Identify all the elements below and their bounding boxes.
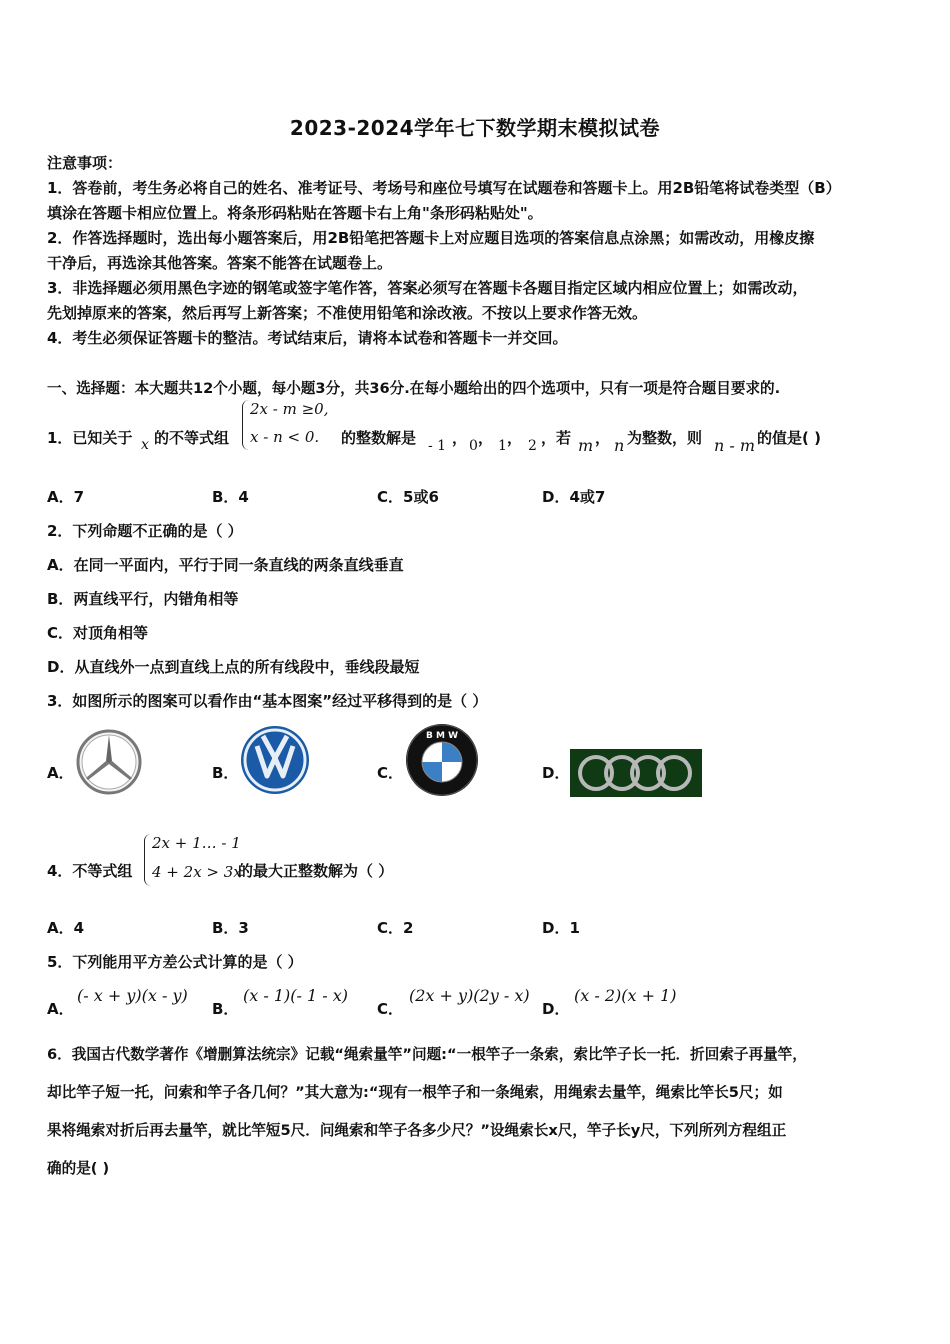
notice-line: 3．非选择题必须用黑色字迹的钢笔或签字笔作答，答案必须写在答题卡各题目指定区域内相应位置上；如需改动， [47,279,808,297]
q1-val: 1 [498,438,507,454]
q5-stem: 5．下列能用平方差公式计算的是（ ） [47,953,303,971]
q3-option-d[interactable]: D． [542,764,570,782]
q1-option-b[interactable]: B．4 [212,488,249,506]
q1-val: - 1 [428,438,447,454]
q1-sys-line: 2x - m ≥0, [250,400,329,418]
q6-line: 确的是( ) [47,1160,110,1177]
q4-option-a[interactable]: A．4 [47,919,85,937]
q1-comma: ， [452,429,468,447]
page-title: 2023-2024学年七下数学期末模拟试卷 [289,116,661,140]
notice-heading: 注意事项： [47,154,123,172]
q1-ruo: ，若 [541,429,572,447]
q1-mid: 的不等式组 [154,429,230,447]
q5-expr-c: (2x + y)(2y - x) [409,986,530,1005]
q1-tail: 的值是( ) [757,429,821,447]
q4-system [144,834,244,886]
q6-line: 果将绳索对折后再去量竿，就比竿短5尺．问绳索和竿子各多少尺？”设绳索长x尺，竿子长y尺，下列所列方程组正 [47,1122,787,1139]
section-heading: 一、选择题：本大题共12个小题，每小题3分，共36分.在每小题给出的四个选项中，只有一项是符合题目要求的. [47,380,781,397]
q5-expr-d: (x - 2)(x + 1) [574,986,677,1005]
q2-option-a[interactable]: A．在同一平面内，平行于同一条直线的两条直线垂直 [47,556,404,574]
q2-option-d[interactable]: D．从直线外一点到直线上点的所有线段中，垂线段最短 [47,658,420,676]
q2-option-b[interactable]: B．两直线平行，内错角相等 [47,590,239,608]
q1-option-a[interactable]: A．7 [47,488,85,506]
q5-option-b[interactable]: B． [212,1000,239,1018]
mercedes-logo-icon[interactable] [75,728,143,796]
q1-var-m: m [578,436,594,455]
q5-expr-b: (x - 1)(- 1 - x) [243,986,349,1005]
brace-icon [144,834,151,886]
q3-option-a[interactable]: A． [47,764,74,782]
q1-option-c[interactable]: C．5或6 [377,488,439,506]
q4-sys-line: 4 + 2x > 3x [152,863,242,881]
q1-after: 的整数解是 [341,429,417,447]
q1-system [242,400,332,450]
q4-option-b[interactable]: B．3 [212,919,249,937]
volkswagen-logo-icon[interactable] [239,724,311,796]
q4-tail: 的最大正整数解为（ ） [238,862,394,880]
q5-option-d[interactable]: D． [542,1000,570,1018]
q4-sys-line: 2x + 1… - 1 [152,834,241,852]
q1-expr: n - m [714,436,756,455]
q6-line: 却比竿子短一托，问索和竿子各几何？”其大意为:“现有一根竿子和一条绳索，用绳索去量竿，绳索比竿长5尺；如 [47,1084,783,1101]
q1-comma: ， [507,429,523,447]
q5-option-c[interactable]: C． [377,1000,404,1018]
q1-option-d[interactable]: D．4或7 [542,488,606,506]
q6-line: 6．我国古代数学著作《增删算法统宗》记载“绳索量竿”问题:“一根竿子一条索，索比竿子长一托．折回索子再量竿， [47,1046,807,1063]
notice-line: 2．作答选择题时，选出每小题答案后，用2B铅笔把答题卡上对应题目选项的答案信息点涂黑；如需改动，用橡皮擦 [47,229,815,247]
q3-stem: 3．如图所示的图案可以看作由“基本图案”经过平移得到的是（ ） [47,692,488,710]
q1-val: 2 [528,438,537,454]
notice-line: 先划掉原来的答案，然后再写上新答案；不准使用铅笔和涂改液。不按以上要求作答无效。 [47,304,648,322]
q3-option-c[interactable]: C． [377,764,404,782]
q1-comma: ， [478,429,494,447]
bmw-logo-icon[interactable] [404,722,480,798]
notice-line: 1．答卷前，考生务必将自己的姓名、准考证号、考场号和座位号填写在试题卷和答题卡上。用2B铅笔将试卷类型（B） [47,179,841,197]
q1-comma: ， [595,429,611,447]
audi-logo-icon[interactable] [570,749,702,797]
q1-val: 0 [469,438,478,454]
q1-prefix: 1．已知关于 [47,429,133,447]
q4-option-d[interactable]: D．1 [542,919,580,937]
brace-icon [242,400,249,450]
q1-var-x: x [141,437,149,453]
q4-prefix: 4．不等式组 [47,862,133,880]
q3-option-b[interactable]: B． [212,764,239,782]
q5-expr-a: (- x + y)(x - y) [77,986,188,1005]
bmw-letters: B M W [425,731,459,741]
notice-line: 干净后，再选涂其他答案。答案不能答在试题卷上。 [47,254,393,272]
notice-line: 4．考生必须保证答题卡的整洁。考试结束后，请将本试卷和答题卡一并交回。 [47,329,568,347]
q2-option-c[interactable]: C．对顶角相等 [47,624,149,642]
notice-line: 填涂在答题卡相应位置上。将条形码粘贴在答题卡右上角"条形码粘贴处"。 [47,204,543,222]
q5-option-a[interactable]: A． [47,1000,74,1018]
q1-var-n: n [614,436,625,455]
q2-stem: 2．下列命题不正确的是（ ） [47,522,243,540]
q1-sys-line: x - n < 0. [250,428,320,446]
q1-wei: 为整数，则 [627,429,703,447]
q4-option-c[interactable]: C．2 [377,919,414,937]
